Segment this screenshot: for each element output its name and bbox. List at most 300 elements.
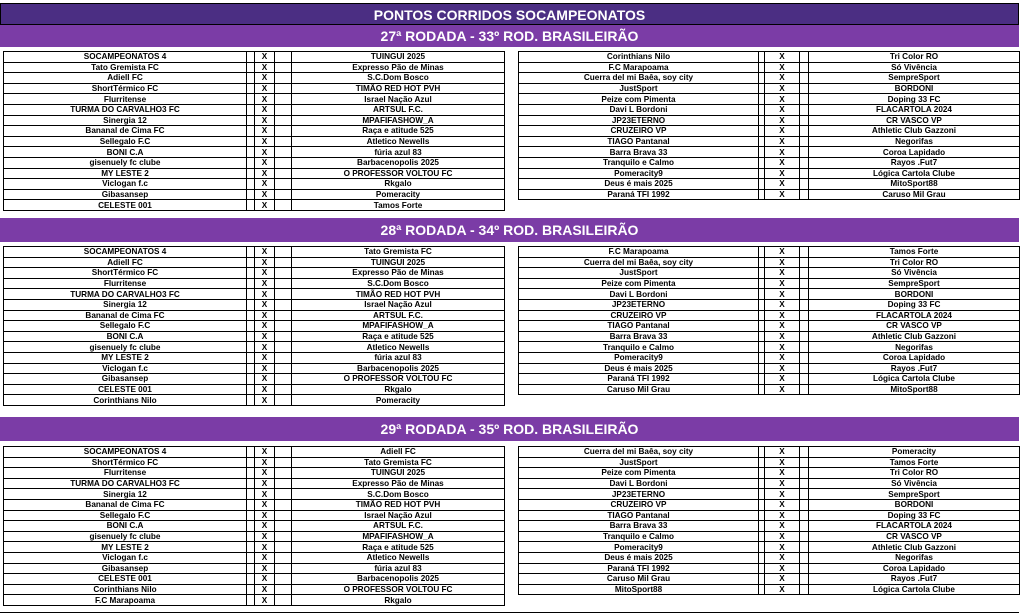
match-row bbox=[4, 83, 505, 94]
spacer-cell bbox=[275, 468, 292, 479]
away-team-cell: Israel Nação Azul bbox=[292, 299, 505, 310]
match-row bbox=[4, 104, 505, 115]
spacer-cell bbox=[247, 83, 255, 94]
away-team-cell: S.C.Dom Bosco bbox=[292, 73, 505, 84]
home-team-cell: Viclogan f.c bbox=[4, 552, 247, 563]
spacer-cell bbox=[275, 179, 292, 190]
home-team-cell: CELESTE 001 bbox=[4, 574, 247, 585]
away-team-cell: MPAFIFASHOW_A bbox=[292, 321, 505, 332]
match-row bbox=[4, 147, 505, 158]
versus-cell: X bbox=[765, 552, 800, 563]
away-team-cell: Coroa Lapidado bbox=[809, 147, 1020, 158]
match-row bbox=[519, 499, 1020, 510]
spacer-cell bbox=[800, 574, 809, 585]
away-team-cell: BORDONI bbox=[809, 499, 1020, 510]
versus-cell: X bbox=[765, 363, 800, 374]
spacer-cell bbox=[275, 200, 292, 211]
spacer-cell bbox=[800, 363, 809, 374]
match-row bbox=[519, 62, 1020, 73]
home-team-cell: Peize com Pimenta bbox=[519, 94, 759, 105]
away-team-cell: Coroa Lapidado bbox=[809, 352, 1020, 363]
versus-cell: X bbox=[255, 363, 275, 374]
versus-cell: X bbox=[765, 542, 800, 553]
home-team-cell: Tranquilo e Calmo bbox=[519, 157, 759, 168]
spacer-cell bbox=[800, 257, 809, 268]
match-row bbox=[519, 278, 1020, 289]
away-team-cell: Barbacenopolis 2025 bbox=[292, 574, 505, 585]
match-row bbox=[4, 247, 505, 258]
versus-cell: X bbox=[765, 447, 800, 458]
home-team-cell: Barra Brava 33 bbox=[519, 521, 759, 532]
versus-cell: X bbox=[255, 257, 275, 268]
spacer-cell bbox=[275, 584, 292, 595]
spacer-cell bbox=[247, 299, 255, 310]
versus-cell: X bbox=[765, 168, 800, 179]
spacer-cell bbox=[800, 542, 809, 553]
spacer-cell bbox=[800, 342, 809, 353]
away-team-cell: Tamos Forte bbox=[292, 200, 505, 211]
round-heading-27: 27ª RODADA - 33º ROD. BRASILEIRÃO bbox=[0, 25, 1019, 47]
away-team-cell: Rayos .Fut7 bbox=[809, 363, 1020, 374]
home-team-cell: JP23ETERNO bbox=[519, 115, 759, 126]
spacer-cell bbox=[275, 257, 292, 268]
spacer-cell bbox=[275, 247, 292, 258]
spacer-cell bbox=[800, 563, 809, 574]
versus-cell: X bbox=[255, 542, 275, 553]
home-team-cell: SOCAMPEONATOS 4 bbox=[4, 447, 247, 458]
spacer-cell bbox=[275, 352, 292, 363]
match-row bbox=[4, 321, 505, 332]
spacer-cell bbox=[247, 200, 255, 211]
away-team-cell: Adiell FC bbox=[292, 447, 505, 458]
spacer-cell bbox=[800, 552, 809, 563]
match-row bbox=[4, 489, 505, 500]
spacer-cell bbox=[247, 257, 255, 268]
away-team-cell: Atletico Newells bbox=[292, 552, 505, 563]
away-team-cell: Tri Color RO bbox=[809, 52, 1020, 63]
home-team-cell: JustSport bbox=[519, 268, 759, 279]
versus-cell: X bbox=[765, 531, 800, 542]
match-row bbox=[4, 395, 505, 406]
versus-cell: X bbox=[255, 310, 275, 321]
home-team-cell: CELESTE 001 bbox=[4, 384, 247, 395]
home-team-cell: Barra Brava 33 bbox=[519, 147, 759, 158]
match-row bbox=[519, 310, 1020, 321]
away-team-cell: Expresso Pão de Minas bbox=[292, 62, 505, 73]
spacer-cell bbox=[275, 395, 292, 406]
away-team-cell: Raça e atitude 525 bbox=[292, 331, 505, 342]
versus-cell: X bbox=[255, 247, 275, 258]
away-team-cell: Doping 33 FC bbox=[809, 94, 1020, 105]
spacer-cell bbox=[275, 126, 292, 137]
match-row bbox=[4, 374, 505, 385]
spacer-cell bbox=[275, 104, 292, 115]
home-team-cell: Tranquilo e Calmo bbox=[519, 531, 759, 542]
versus-cell: X bbox=[255, 510, 275, 521]
spacer-cell bbox=[247, 468, 255, 479]
home-team-cell: Corinthians Nilo bbox=[4, 584, 247, 595]
match-row bbox=[4, 499, 505, 510]
match-row bbox=[4, 510, 505, 521]
versus-cell: X bbox=[255, 447, 275, 458]
spacer-cell bbox=[247, 447, 255, 458]
home-team-cell: MY LESTE 2 bbox=[4, 352, 247, 363]
away-team-cell: BORDONI bbox=[809, 83, 1020, 94]
versus-cell: X bbox=[765, 257, 800, 268]
spacer-cell bbox=[275, 457, 292, 468]
match-row bbox=[4, 257, 505, 268]
versus-cell: X bbox=[255, 574, 275, 585]
home-team-cell: Davi L Bordoni bbox=[519, 104, 759, 115]
match-row bbox=[4, 310, 505, 321]
away-team-cell: TUINGUI 2025 bbox=[292, 52, 505, 63]
home-team-cell: gisenuely fc clube bbox=[4, 157, 247, 168]
match-row bbox=[4, 62, 505, 73]
versus-cell: X bbox=[765, 62, 800, 73]
home-team-cell: Gibasansep bbox=[4, 374, 247, 385]
home-team-cell: TURMA DO CARVALHO3 FC bbox=[4, 478, 247, 489]
home-team-cell: TURMA DO CARVALHO3 FC bbox=[4, 104, 247, 115]
spacer-cell bbox=[247, 521, 255, 532]
spacer-cell bbox=[800, 374, 809, 385]
versus-cell: X bbox=[255, 83, 275, 94]
match-row bbox=[4, 94, 505, 105]
spacer-cell bbox=[275, 136, 292, 147]
spacer-cell bbox=[275, 542, 292, 553]
bottom-divider bbox=[0, 612, 1019, 613]
home-team-cell: MY LESTE 2 bbox=[4, 542, 247, 553]
home-team-cell: Sinergia 12 bbox=[4, 299, 247, 310]
away-team-cell: fúria azul 83 bbox=[292, 352, 505, 363]
versus-cell: X bbox=[255, 342, 275, 353]
versus-cell: X bbox=[765, 352, 800, 363]
versus-cell: X bbox=[255, 457, 275, 468]
versus-cell: X bbox=[255, 179, 275, 190]
versus-cell: X bbox=[255, 189, 275, 200]
versus-cell: X bbox=[765, 104, 800, 115]
versus-cell: X bbox=[765, 73, 800, 84]
home-team-cell: Corinthians Nilo bbox=[4, 395, 247, 406]
spacer-cell bbox=[247, 457, 255, 468]
match-row bbox=[4, 457, 505, 468]
spacer-cell bbox=[800, 168, 809, 179]
away-team-cell: Pomeracity bbox=[292, 395, 505, 406]
match-row bbox=[519, 457, 1020, 468]
spacer-cell bbox=[247, 510, 255, 521]
versus-cell: X bbox=[765, 478, 800, 489]
spacer-cell bbox=[275, 363, 292, 374]
home-team-cell: Tranquilo e Calmo bbox=[519, 342, 759, 353]
match-row bbox=[4, 179, 505, 190]
spacer-cell bbox=[247, 552, 255, 563]
match-row bbox=[4, 531, 505, 542]
versus-cell: X bbox=[255, 321, 275, 332]
match-row bbox=[519, 321, 1020, 332]
spacer-cell bbox=[800, 189, 809, 200]
versus-cell: X bbox=[255, 468, 275, 479]
spacer-cell bbox=[800, 157, 809, 168]
away-team-cell: S.C.Dom Bosco bbox=[292, 489, 505, 500]
home-team-cell: BONI C.A bbox=[4, 331, 247, 342]
home-team-cell: Caruso Mil Grau bbox=[519, 574, 759, 585]
away-team-cell: MPAFIFASHOW_A bbox=[292, 531, 505, 542]
spacer-cell bbox=[275, 478, 292, 489]
away-team-cell: Rkgalo bbox=[292, 595, 505, 606]
spacer-cell bbox=[275, 563, 292, 574]
away-team-cell: Expresso Pão de Minas bbox=[292, 478, 505, 489]
versus-cell: X bbox=[255, 584, 275, 595]
spacer-cell bbox=[247, 157, 255, 168]
away-team-cell: Tri Color RO bbox=[809, 468, 1020, 479]
home-team-cell: ShortTérmico FC bbox=[4, 457, 247, 468]
versus-cell: X bbox=[765, 384, 800, 395]
home-team-cell: CRUZEIRO VP bbox=[519, 126, 759, 137]
spacer-cell bbox=[800, 521, 809, 532]
away-team-cell: Raça e atitude 525 bbox=[292, 126, 505, 137]
spacer-cell bbox=[800, 52, 809, 63]
home-team-cell: Paraná TFI 1992 bbox=[519, 563, 759, 574]
away-team-cell: ARTSUL F.C. bbox=[292, 104, 505, 115]
versus-cell: X bbox=[765, 331, 800, 342]
round-28-left-table bbox=[3, 246, 505, 406]
match-row bbox=[519, 168, 1020, 179]
spacer-cell bbox=[275, 531, 292, 542]
away-team-cell: Só Vivência bbox=[809, 62, 1020, 73]
home-team-cell: Paraná TFI 1992 bbox=[519, 189, 759, 200]
spacer-cell bbox=[800, 62, 809, 73]
home-team-cell: ShortTérmico FC bbox=[4, 83, 247, 94]
home-team-cell: Corinthians Nilo bbox=[519, 52, 759, 63]
away-team-cell: Só Vivência bbox=[809, 478, 1020, 489]
match-row bbox=[4, 595, 505, 606]
versus-cell: X bbox=[255, 278, 275, 289]
home-team-cell: Pomeracity9 bbox=[519, 542, 759, 553]
match-row bbox=[4, 384, 505, 395]
match-row bbox=[4, 447, 505, 458]
versus-cell: X bbox=[255, 115, 275, 126]
versus-cell: X bbox=[255, 384, 275, 395]
home-team-cell: Flurritense bbox=[4, 94, 247, 105]
versus-cell: X bbox=[765, 126, 800, 137]
away-team-cell: Atletico Newells bbox=[292, 342, 505, 353]
spacer-cell bbox=[275, 189, 292, 200]
versus-cell: X bbox=[255, 104, 275, 115]
spacer-cell bbox=[247, 115, 255, 126]
spacer-cell bbox=[247, 374, 255, 385]
spacer-cell bbox=[247, 478, 255, 489]
match-row bbox=[519, 83, 1020, 94]
spacer-cell bbox=[247, 104, 255, 115]
spacer-cell bbox=[800, 299, 809, 310]
match-row bbox=[519, 552, 1020, 563]
versus-cell: X bbox=[255, 374, 275, 385]
spacer-cell bbox=[800, 147, 809, 158]
versus-cell: X bbox=[765, 584, 800, 595]
spacer-cell bbox=[247, 189, 255, 200]
spacer-cell bbox=[275, 384, 292, 395]
match-row bbox=[519, 189, 1020, 200]
spacer-cell bbox=[800, 447, 809, 458]
spacer-cell bbox=[275, 447, 292, 458]
home-team-cell: Pomeracity9 bbox=[519, 168, 759, 179]
home-team-cell: Caruso Mil Grau bbox=[519, 384, 759, 395]
match-row bbox=[519, 510, 1020, 521]
away-team-cell: Tamos Forte bbox=[809, 247, 1020, 258]
home-team-cell: Sellegalo F.C bbox=[4, 136, 247, 147]
spacer-cell bbox=[247, 268, 255, 279]
away-team-cell: Rkgalo bbox=[292, 384, 505, 395]
match-row bbox=[519, 384, 1020, 395]
away-team-cell: Doping 33 FC bbox=[809, 299, 1020, 310]
home-team-cell: JP23ETERNO bbox=[519, 489, 759, 500]
match-row bbox=[519, 289, 1020, 300]
away-team-cell: Tato Gremista FC bbox=[292, 247, 505, 258]
spacer-cell bbox=[275, 83, 292, 94]
match-row bbox=[4, 115, 505, 126]
spacer-cell bbox=[247, 542, 255, 553]
spacer-cell bbox=[800, 83, 809, 94]
match-row bbox=[519, 126, 1020, 137]
spacer-cell bbox=[275, 73, 292, 84]
home-team-cell: JustSport bbox=[519, 457, 759, 468]
versus-cell: X bbox=[255, 395, 275, 406]
home-team-cell: Adiell FC bbox=[4, 257, 247, 268]
home-team-cell: Davi L Bordoni bbox=[519, 289, 759, 300]
match-row bbox=[4, 584, 505, 595]
spacer-cell bbox=[247, 147, 255, 158]
match-row bbox=[519, 331, 1020, 342]
versus-cell: X bbox=[765, 342, 800, 353]
match-row bbox=[4, 168, 505, 179]
spacer-cell bbox=[247, 310, 255, 321]
spacer-cell bbox=[800, 247, 809, 258]
versus-cell: X bbox=[765, 510, 800, 521]
home-team-cell: TIAGO Pantanal bbox=[519, 136, 759, 147]
spacer-cell bbox=[247, 278, 255, 289]
home-team-cell: F.C Marapoama bbox=[519, 247, 759, 258]
match-row bbox=[519, 342, 1020, 353]
home-team-cell: CRUZEIRO VP bbox=[519, 310, 759, 321]
spacer-cell bbox=[800, 73, 809, 84]
spacer-cell bbox=[247, 531, 255, 542]
away-team-cell: Caruso Mil Grau bbox=[809, 189, 1020, 200]
match-row bbox=[4, 542, 505, 553]
match-row bbox=[4, 200, 505, 211]
home-team-cell: Cuerra del mi Baêa, soy city bbox=[519, 447, 759, 458]
home-team-cell: JustSport bbox=[519, 83, 759, 94]
away-team-cell: Rkgalo bbox=[292, 179, 505, 190]
away-team-cell: ARTSUL F.C. bbox=[292, 310, 505, 321]
spacer-cell bbox=[800, 289, 809, 300]
away-team-cell: Tri Color RO bbox=[809, 257, 1020, 268]
away-team-cell: FLACARTOLA 2024 bbox=[809, 104, 1020, 115]
spacer-cell bbox=[800, 321, 809, 332]
away-team-cell: Pomeracity bbox=[809, 447, 1020, 458]
match-row bbox=[519, 147, 1020, 158]
away-team-cell: O PROFESSOR VOLTOU FC bbox=[292, 584, 505, 595]
versus-cell: X bbox=[765, 115, 800, 126]
home-team-cell: Flurritense bbox=[4, 468, 247, 479]
versus-cell: X bbox=[255, 168, 275, 179]
spacer-cell bbox=[247, 363, 255, 374]
versus-cell: X bbox=[765, 321, 800, 332]
spacer-cell bbox=[247, 584, 255, 595]
away-team-cell: fúria azul 83 bbox=[292, 563, 505, 574]
away-team-cell: Tamos Forte bbox=[809, 457, 1020, 468]
spacer-cell bbox=[275, 595, 292, 606]
match-row bbox=[519, 447, 1020, 458]
versus-cell: X bbox=[255, 157, 275, 168]
match-row bbox=[519, 73, 1020, 84]
spacer-cell bbox=[275, 278, 292, 289]
spacer-cell bbox=[275, 310, 292, 321]
home-team-cell: JP23ETERNO bbox=[519, 299, 759, 310]
spacer-cell bbox=[247, 352, 255, 363]
match-row bbox=[519, 531, 1020, 542]
spacer-cell bbox=[247, 499, 255, 510]
spacer-cell bbox=[247, 384, 255, 395]
away-team-cell: FLACARTOLA 2024 bbox=[809, 521, 1020, 532]
versus-cell: X bbox=[255, 147, 275, 158]
versus-cell: X bbox=[255, 136, 275, 147]
spacer-cell bbox=[800, 278, 809, 289]
match-row bbox=[4, 552, 505, 563]
versus-cell: X bbox=[765, 179, 800, 190]
home-team-cell: TURMA DO CARVALHO3 FC bbox=[4, 289, 247, 300]
round-heading-28: 28ª RODADA - 34º ROD. BRASILEIRÃO bbox=[0, 218, 1019, 242]
versus-cell: X bbox=[765, 374, 800, 385]
spacer-cell bbox=[247, 179, 255, 190]
match-row bbox=[4, 268, 505, 279]
home-team-cell: Viclogan f.c bbox=[4, 179, 247, 190]
versus-cell: X bbox=[765, 94, 800, 105]
home-team-cell: Sinergia 12 bbox=[4, 489, 247, 500]
away-team-cell: Athletic Club Gazzoni bbox=[809, 331, 1020, 342]
home-team-cell: TIAGO Pantanal bbox=[519, 510, 759, 521]
match-row bbox=[4, 331, 505, 342]
home-team-cell: Viclogan f.c bbox=[4, 363, 247, 374]
spacer-cell bbox=[800, 115, 809, 126]
spacer-cell bbox=[247, 342, 255, 353]
away-team-cell: CR VASCO VP bbox=[809, 115, 1020, 126]
home-team-cell: Peize com Pimenta bbox=[519, 468, 759, 479]
versus-cell: X bbox=[255, 331, 275, 342]
versus-cell: X bbox=[255, 299, 275, 310]
spacer-cell bbox=[800, 489, 809, 500]
spacer-cell bbox=[275, 489, 292, 500]
away-team-cell: TIMÃO RED HOT PVH bbox=[292, 289, 505, 300]
home-team-cell: Bananal de Cima FC bbox=[4, 499, 247, 510]
away-team-cell: Negorifas bbox=[809, 342, 1020, 353]
spacer-cell bbox=[247, 289, 255, 300]
home-team-cell: CELESTE 001 bbox=[4, 200, 247, 211]
away-team-cell: SempreSport bbox=[809, 278, 1020, 289]
match-row bbox=[4, 157, 505, 168]
match-row bbox=[519, 574, 1020, 585]
versus-cell: X bbox=[255, 289, 275, 300]
versus-cell: X bbox=[255, 62, 275, 73]
home-team-cell: CRUZEIRO VP bbox=[519, 499, 759, 510]
versus-cell: X bbox=[765, 299, 800, 310]
spacer-cell bbox=[800, 331, 809, 342]
match-row bbox=[519, 157, 1020, 168]
versus-cell: X bbox=[765, 310, 800, 321]
versus-cell: X bbox=[765, 278, 800, 289]
away-team-cell: ARTSUL F.C. bbox=[292, 521, 505, 532]
spacer-cell bbox=[800, 179, 809, 190]
versus-cell: X bbox=[255, 200, 275, 211]
home-team-cell: MY LESTE 2 bbox=[4, 168, 247, 179]
